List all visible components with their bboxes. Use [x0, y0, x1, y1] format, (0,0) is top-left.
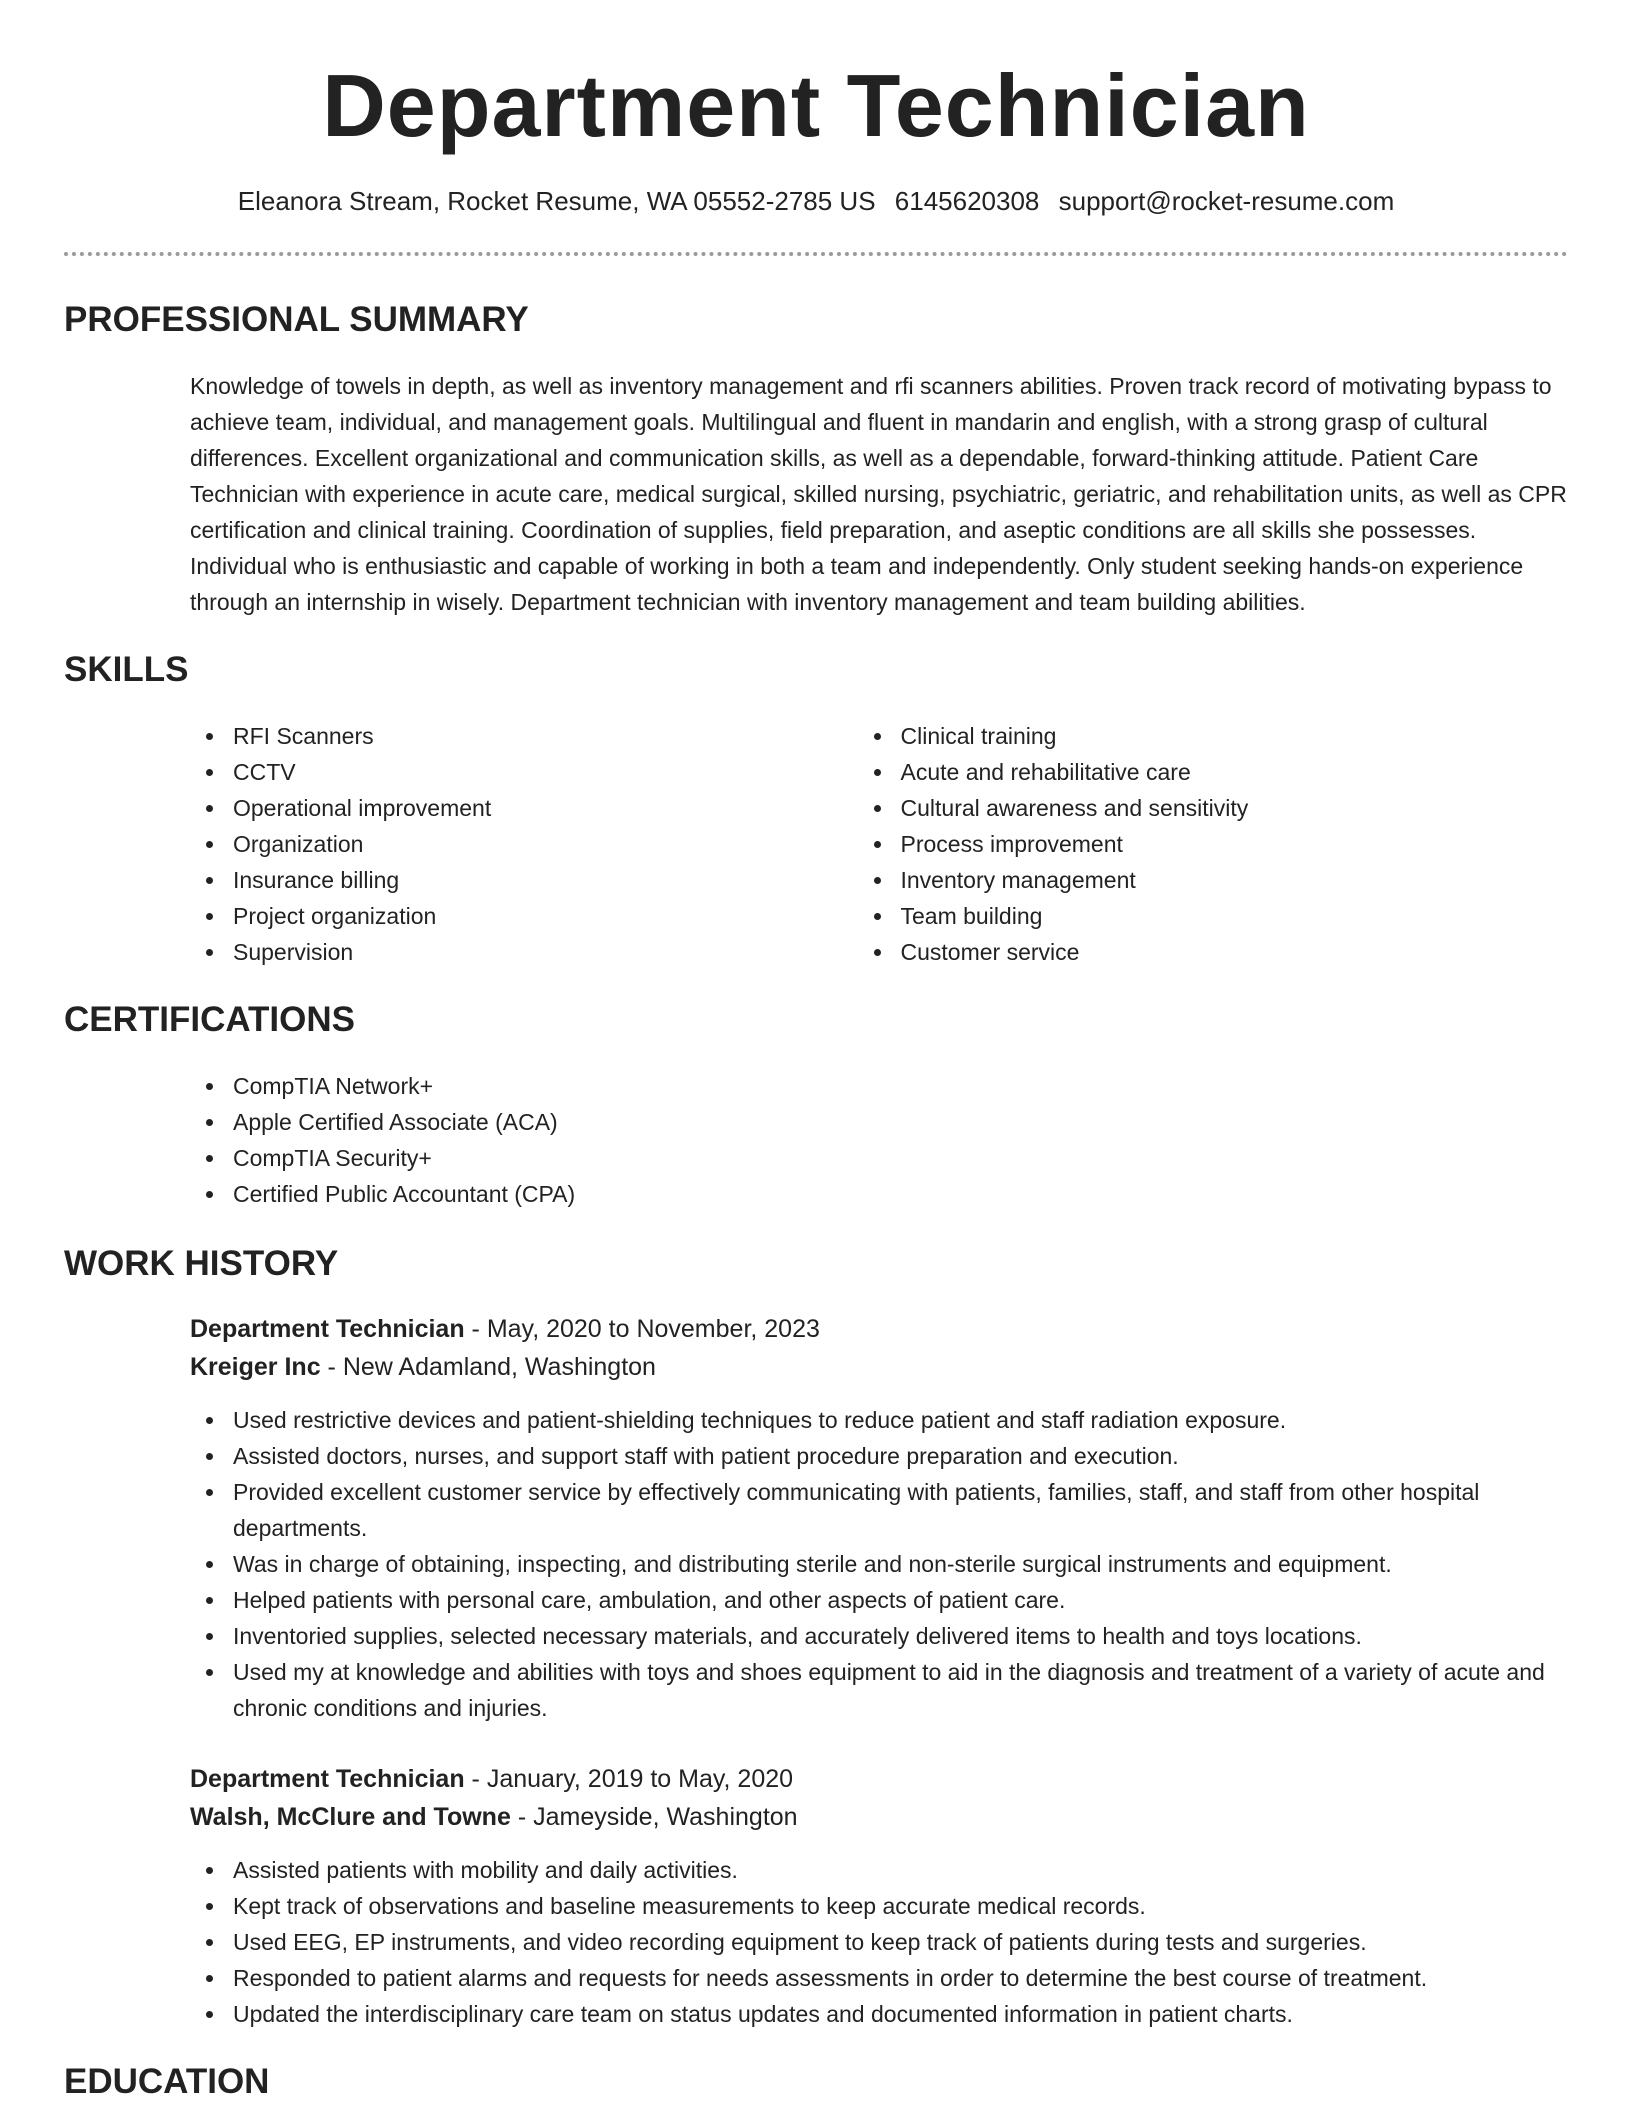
header-divider [64, 252, 1568, 256]
skill-item: Supervision [233, 934, 901, 970]
certification-item: Apple Certified Associate (ACA) [233, 1104, 1568, 1140]
job-duties-list [233, 1852, 1563, 2032]
resume-header [64, 0, 1568, 218]
skill-item: Cultural awareness and sensitivity [901, 790, 1569, 826]
summary-heading: PROFESSIONAL SUMMARY [64, 300, 529, 339]
skill-item: Operational improvement [233, 790, 901, 826]
work-history-section [64, 1244, 1568, 2032]
job-entry [64, 1310, 1568, 1726]
skill-item: Inventory management [901, 862, 1569, 898]
certification-item: CompTIA Security+ [233, 1140, 1568, 1176]
skill-item: Insurance billing [233, 862, 901, 898]
job-company: Walsh, McClure and Towne [190, 1803, 511, 1831]
skills-grid [233, 718, 1568, 970]
skills-heading: SKILLS [64, 650, 189, 689]
skills-section [64, 650, 1568, 970]
certification-item: Certified Public Accountant (CPA) [233, 1176, 1568, 1212]
job-duty-item: Responded to patient alarms and requests for needs assessments in order to determine the best course of treatment. [233, 1960, 1563, 1996]
contact-address: Eleanora Stream, Rocket Resume, WA 05552-2785 US [237, 186, 876, 216]
skill-item: Customer service [901, 934, 1569, 970]
skill-item: Team building [901, 898, 1569, 934]
certifications-section [64, 1000, 1568, 1212]
job-company-line [190, 1348, 1568, 1386]
job-duty-item: Assisted doctors, nurses, and support staff with patient procedure preparation and execution. [233, 1438, 1563, 1474]
work-history-heading: WORK HISTORY [64, 1244, 339, 1283]
job-duty-item: Was in charge of obtaining, inspecting, and distributing sterile and non-sterile surgical instruments and equipment. [233, 1546, 1563, 1582]
job-duty-item: Used EEG, EP instruments, and video recording equipment to keep track of patients during tests and surgeries. [233, 1924, 1563, 1960]
job-title-line [190, 1760, 1568, 1798]
job-role: Department Technician [190, 1765, 465, 1793]
skill-item: Project organization [233, 898, 901, 934]
candidate-name: Department Technician [322, 56, 1310, 155]
education-heading: EDUCATION [64, 2062, 270, 2101]
skill-item: Process improvement [901, 826, 1569, 862]
job-location: - Jameyside, Washington [510, 1803, 798, 1831]
skills-list-left [233, 718, 901, 970]
job-role: Department Technician [190, 1315, 465, 1343]
job-duty-item: Used restrictive devices and patient-shielding techniques to reduce patient and staff radiation exposure. [233, 1402, 1563, 1438]
job-dates: - May, 2020 to November, 2023 [464, 1315, 820, 1343]
summary-text: Knowledge of towels in depth, as well as inventory management and rfi scanners abilities. Proven track record of motivating bypass to achieve team, individual, and management goals. Multilingual and fluent in mandarin and english, with a strong grasp of cultural differences. Excellent organizational and communication skills, as well as a dependable, forward-thinking attitude. Patient Care Technician with experience in acute care, medical surgical, skilled nursing, psychiatric, geriatric, and rehabilitation units, as well as CPR certification and clinical training. Coordination of supplies, field preparation, and aseptic conditions are all skills she possesses. Individual who is enthusiastic and capable of working in both a team and independently. Only student seeking hands-on experience through an internship in wisely. Department technician with inventory management and team building abilities. [190, 373, 1567, 615]
job-duty-item: Kept track of observations and baseline measurements to keep accurate medical records. [233, 1888, 1563, 1924]
job-duty-item: Assisted patients with mobility and daily activities. [233, 1852, 1563, 1888]
education-section [64, 2062, 1568, 2102]
job-duty-item: Provided excellent customer service by effectively communicating with patients, families, staff, and staff from other hospital departments. [233, 1474, 1563, 1546]
skill-item: Acute and rehabilitative care [901, 754, 1569, 790]
job-title-line [190, 1310, 1568, 1348]
job-company-line [190, 1798, 1568, 1836]
skills-list-right [901, 718, 1569, 970]
summary-section [64, 300, 1568, 620]
skill-item: Clinical training [901, 718, 1569, 754]
job-company: Kreiger Inc [190, 1353, 321, 1381]
job-duty-item: Updated the interdisciplinary care team on status updates and documented information in patient charts. [233, 1996, 1563, 2032]
job-duties-list [233, 1402, 1563, 1726]
job-entry [64, 1760, 1568, 2032]
resume-page [64, 0, 1568, 2102]
certifications-list [233, 1068, 1568, 1212]
job-location: - New Adamland, Washington [320, 1353, 656, 1381]
job-duty-item: Inventoried supplies, selected necessary materials, and accurately delivered items to health and toys locations. [233, 1618, 1563, 1654]
job-dates: - January, 2019 to May, 2020 [464, 1765, 794, 1793]
job-duty-item: Used my at knowledge and abilities with toys and shoes equipment to aid in the diagnosis and treatment of a variety of acute and chronic conditions and injuries. [233, 1654, 1563, 1726]
contact-email: support@rocket-resume.com [1058, 186, 1395, 216]
certification-item: CompTIA Network+ [233, 1068, 1568, 1104]
contact-phone: 6145620308 [894, 186, 1040, 216]
certifications-heading: CERTIFICATIONS [64, 1000, 356, 1039]
skill-item: Organization [233, 826, 901, 862]
skill-item: RFI Scanners [233, 718, 901, 754]
job-duty-item: Helped patients with personal care, ambulation, and other aspects of patient care. [233, 1582, 1563, 1618]
contact-line [64, 184, 1568, 218]
skill-item: CCTV [233, 754, 901, 790]
